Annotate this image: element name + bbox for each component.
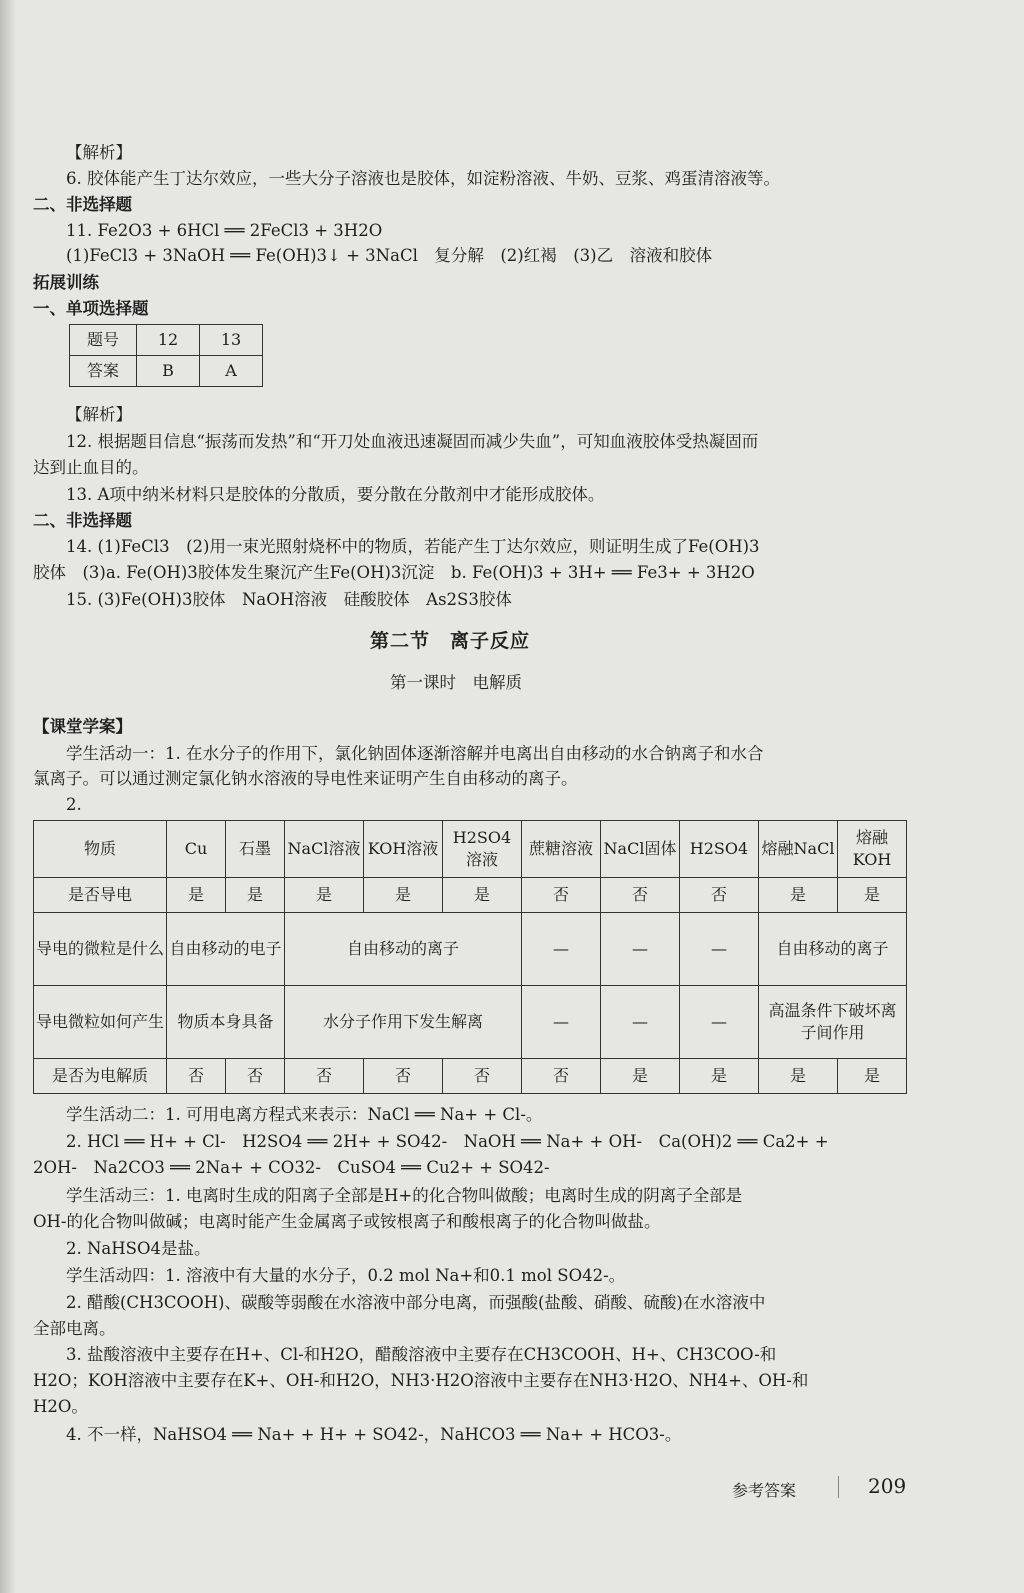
table-cell: 高温条件下破坏离子间作用 [759, 986, 907, 1059]
table-cell: — [522, 986, 601, 1059]
section-heading-nonchoice-1: 二、非选择题 [33, 195, 132, 214]
answer-14-line1: 14. (1)FeCl3 (2)用一束光照射烧杯中的物质，若能产生丁达尔效应，则证明生成了Fe(OH)3 [66, 537, 760, 556]
table-header-cell: NaCl溶液 [285, 821, 364, 878]
table-cell: B [137, 356, 200, 387]
table-header-cell: 物质 [34, 821, 167, 878]
table-cell: 12 [137, 325, 200, 356]
table-cell: 是 [364, 878, 443, 913]
answer-12-line1: 12. 根据题目信息“振荡而发热”和“开刀处血液迅速凝固而减少失血”，可知血液胶体受热凝固而 [66, 432, 759, 451]
table-cell: 是 [601, 1059, 680, 1094]
table-cell: — [601, 986, 680, 1059]
table-cell: 否 [285, 1059, 364, 1094]
activity4-line1: 学生活动四：1. 溶液中有大量的水分子，0.2 mol Na+和0.1 mol SO42-。 [66, 1266, 626, 1285]
table-cell: 是 [838, 878, 907, 913]
electrolyte-table [33, 820, 907, 1094]
table-cell: 自由移动的离子 [759, 913, 907, 986]
table-cell: 是 [167, 878, 226, 913]
activity1-line3: 2. [66, 795, 82, 814]
table-cell: 是 [443, 878, 522, 913]
table-cell: 13 [200, 325, 263, 356]
table-cell: 是否导电 [34, 878, 167, 913]
table-cell: 否 [680, 878, 759, 913]
table-header-cell: 蔗糖溶液 [522, 821, 601, 878]
activity4-line6: H2O。 [33, 1397, 88, 1416]
page-number: 209 [868, 1474, 907, 1498]
table-header-row [34, 821, 907, 878]
table-header-cell: NaCl固体 [601, 821, 680, 878]
activity3-line2: OH-的化合物叫做碱；电离时能产生金属离子或铵根离子和酸根离子的化合物叫做盐。 [33, 1212, 661, 1231]
table-row [34, 913, 907, 986]
table-cell: 导电微粒如何产生 [34, 986, 167, 1059]
activity2-line1: 学生活动二：1. 可用电离方程式来表示：NaCl ══ Na+ + Cl-。 [66, 1105, 543, 1124]
table-cell: 是 [759, 1059, 838, 1094]
table-header-cell: 石墨 [226, 821, 285, 878]
footer-label: 参考答案 [732, 1481, 797, 1500]
classroom-plan-heading: 【课堂学案】 [33, 717, 132, 736]
table-cell: — [680, 986, 759, 1059]
table-cell: A [200, 356, 263, 387]
jiexi-label-1: 【解析】 [66, 143, 132, 162]
activity3-line1: 学生活动三：1. 电离时生成的阳离子全部是H+的化合物叫做酸；电离时生成的阴离子全部是 [66, 1186, 743, 1205]
activity4-line7: 4. 不一样，NaHSO4 ══ Na+ + H+ + SO42-，NaHCO3 ══ Na+ + HCO3-。 [66, 1425, 682, 1444]
section-title: 第二节 离子反应 [370, 630, 531, 652]
answer-14-line2: 胶体 (3)a. Fe(OH)3胶体发生聚沉产生Fe(OH)3沉淀 b. Fe(OH)3 + 3H+ ══ Fe3+ + 3H2O [33, 563, 755, 582]
table-header-cell: H2SO4 [680, 821, 759, 878]
activity4-line3: 全部电离。 [33, 1319, 116, 1338]
answer-table-small [69, 324, 263, 387]
table-cell: 否 [443, 1059, 522, 1094]
table-row [34, 1059, 907, 1094]
activity2-line3: 2OH- Na2CO3 ══ 2Na+ + CO32- CuSO4 ══ Cu2+ + SO42- [33, 1158, 550, 1177]
activity4-line2: 2. 醋酸(CH3COOH)、碳酸等弱酸在水溶液中部分电离，而强酸(盐酸、硝酸、硫酸)在水溶液中 [66, 1293, 766, 1312]
answer-6: 6. 胶体能产生丁达尔效应，一些大分子溶液也是胶体，如淀粉溶液、牛奶、豆浆、鸡蛋清溶液等。 [66, 169, 780, 188]
table-header-cell: H2SO4溶液 [443, 821, 522, 878]
table-cell: 答案 [70, 356, 137, 387]
table-cell: — [522, 913, 601, 986]
section-heading-choice: 一、单项选择题 [33, 299, 149, 318]
table-header-cell: Cu [167, 821, 226, 878]
jiexi-label-2: 【解析】 [66, 405, 132, 424]
activity2-line2: 2. HCl ══ H+ + Cl- H2SO4 ══ 2H+ + SO42- NaOH ══ Na+ + OH- Ca(OH)2 ══ Ca2+ + [66, 1132, 829, 1151]
answer-15: 15. (3)Fe(OH)3胶体 NaOH溶液 硅酸胶体 As2S3胶体 [66, 590, 512, 609]
table-cell: 是 [838, 1059, 907, 1094]
footer-divider [838, 1476, 839, 1498]
activity3-line3: 2. NaHSO4是盐。 [66, 1239, 211, 1258]
table-cell: 否 [167, 1059, 226, 1094]
activity4-line5: H2O；KOH溶液中主要存在K+、OH-和H2O，NH3·H2O溶液中主要存在NH3·H2O、NH4+、OH-和 [33, 1371, 809, 1390]
table-cell: 是 [759, 878, 838, 913]
table-row [34, 986, 907, 1059]
table-cell: 否 [522, 878, 601, 913]
table-cell: 是 [285, 878, 364, 913]
table-cell: 是 [680, 1059, 759, 1094]
table-cell: 否 [522, 1059, 601, 1094]
table-row [70, 325, 263, 356]
extension-heading: 拓展训练 [33, 273, 99, 292]
lesson-subtitle: 第一课时 电解质 [390, 673, 522, 692]
table-cell: — [601, 913, 680, 986]
table-cell: 否 [364, 1059, 443, 1094]
table-cell: — [680, 913, 759, 986]
activity1-line2: 氯离子。可以通过测定氯化钠水溶液的导电性来证明产生自由移动的离子。 [33, 769, 578, 788]
table-cell: 否 [226, 1059, 285, 1094]
table-cell: 否 [601, 878, 680, 913]
activity1-line1: 学生活动一：1. 在水分子的作用下，氯化钠固体逐渐溶解并电离出自由移动的水合钠离子和水合 [66, 744, 764, 763]
table-cell: 自由移动的电子 [167, 913, 285, 986]
answer-11-line1: 11. Fe2O3 + 6HCl ══ 2FeCl3 + 3H2O [66, 221, 383, 240]
table-header-cell: 熔融NaCl [759, 821, 838, 878]
table-header-cell: 熔融KOH [838, 821, 907, 878]
table-cell: 是 [226, 878, 285, 913]
answer-12-line2: 达到止血目的。 [33, 458, 149, 477]
activity4-line4: 3. 盐酸溶液中主要存在H+、Cl-和H2O，醋酸溶液中主要存在CH3COOH、H+、CH3COO-和 [66, 1345, 777, 1364]
table-row [34, 878, 907, 913]
answer-11-line2: (1)FeCl3 + 3NaOH ══ Fe(OH)3↓ + 3NaCl 复分解 (2)红褐 (3)乙 溶液和胶体 [66, 246, 713, 265]
table-cell: 是否为电解质 [34, 1059, 167, 1094]
answer-13: 13. A项中纳米材料只是胶体的分散质，要分散在分散剂中才能形成胶体。 [66, 485, 605, 504]
table-cell: 导电的微粒是什么 [34, 913, 167, 986]
section-heading-nonchoice-2: 二、非选择题 [33, 511, 132, 530]
table-header-cell: KOH溶液 [364, 821, 443, 878]
book-spine-shadow [0, 0, 16, 1593]
table-row [70, 356, 263, 387]
table-cell: 物质本身具备 [167, 986, 285, 1059]
table-cell: 自由移动的离子 [285, 913, 522, 986]
table-cell: 题号 [70, 325, 137, 356]
table-cell: 水分子作用下发生解离 [285, 986, 522, 1059]
